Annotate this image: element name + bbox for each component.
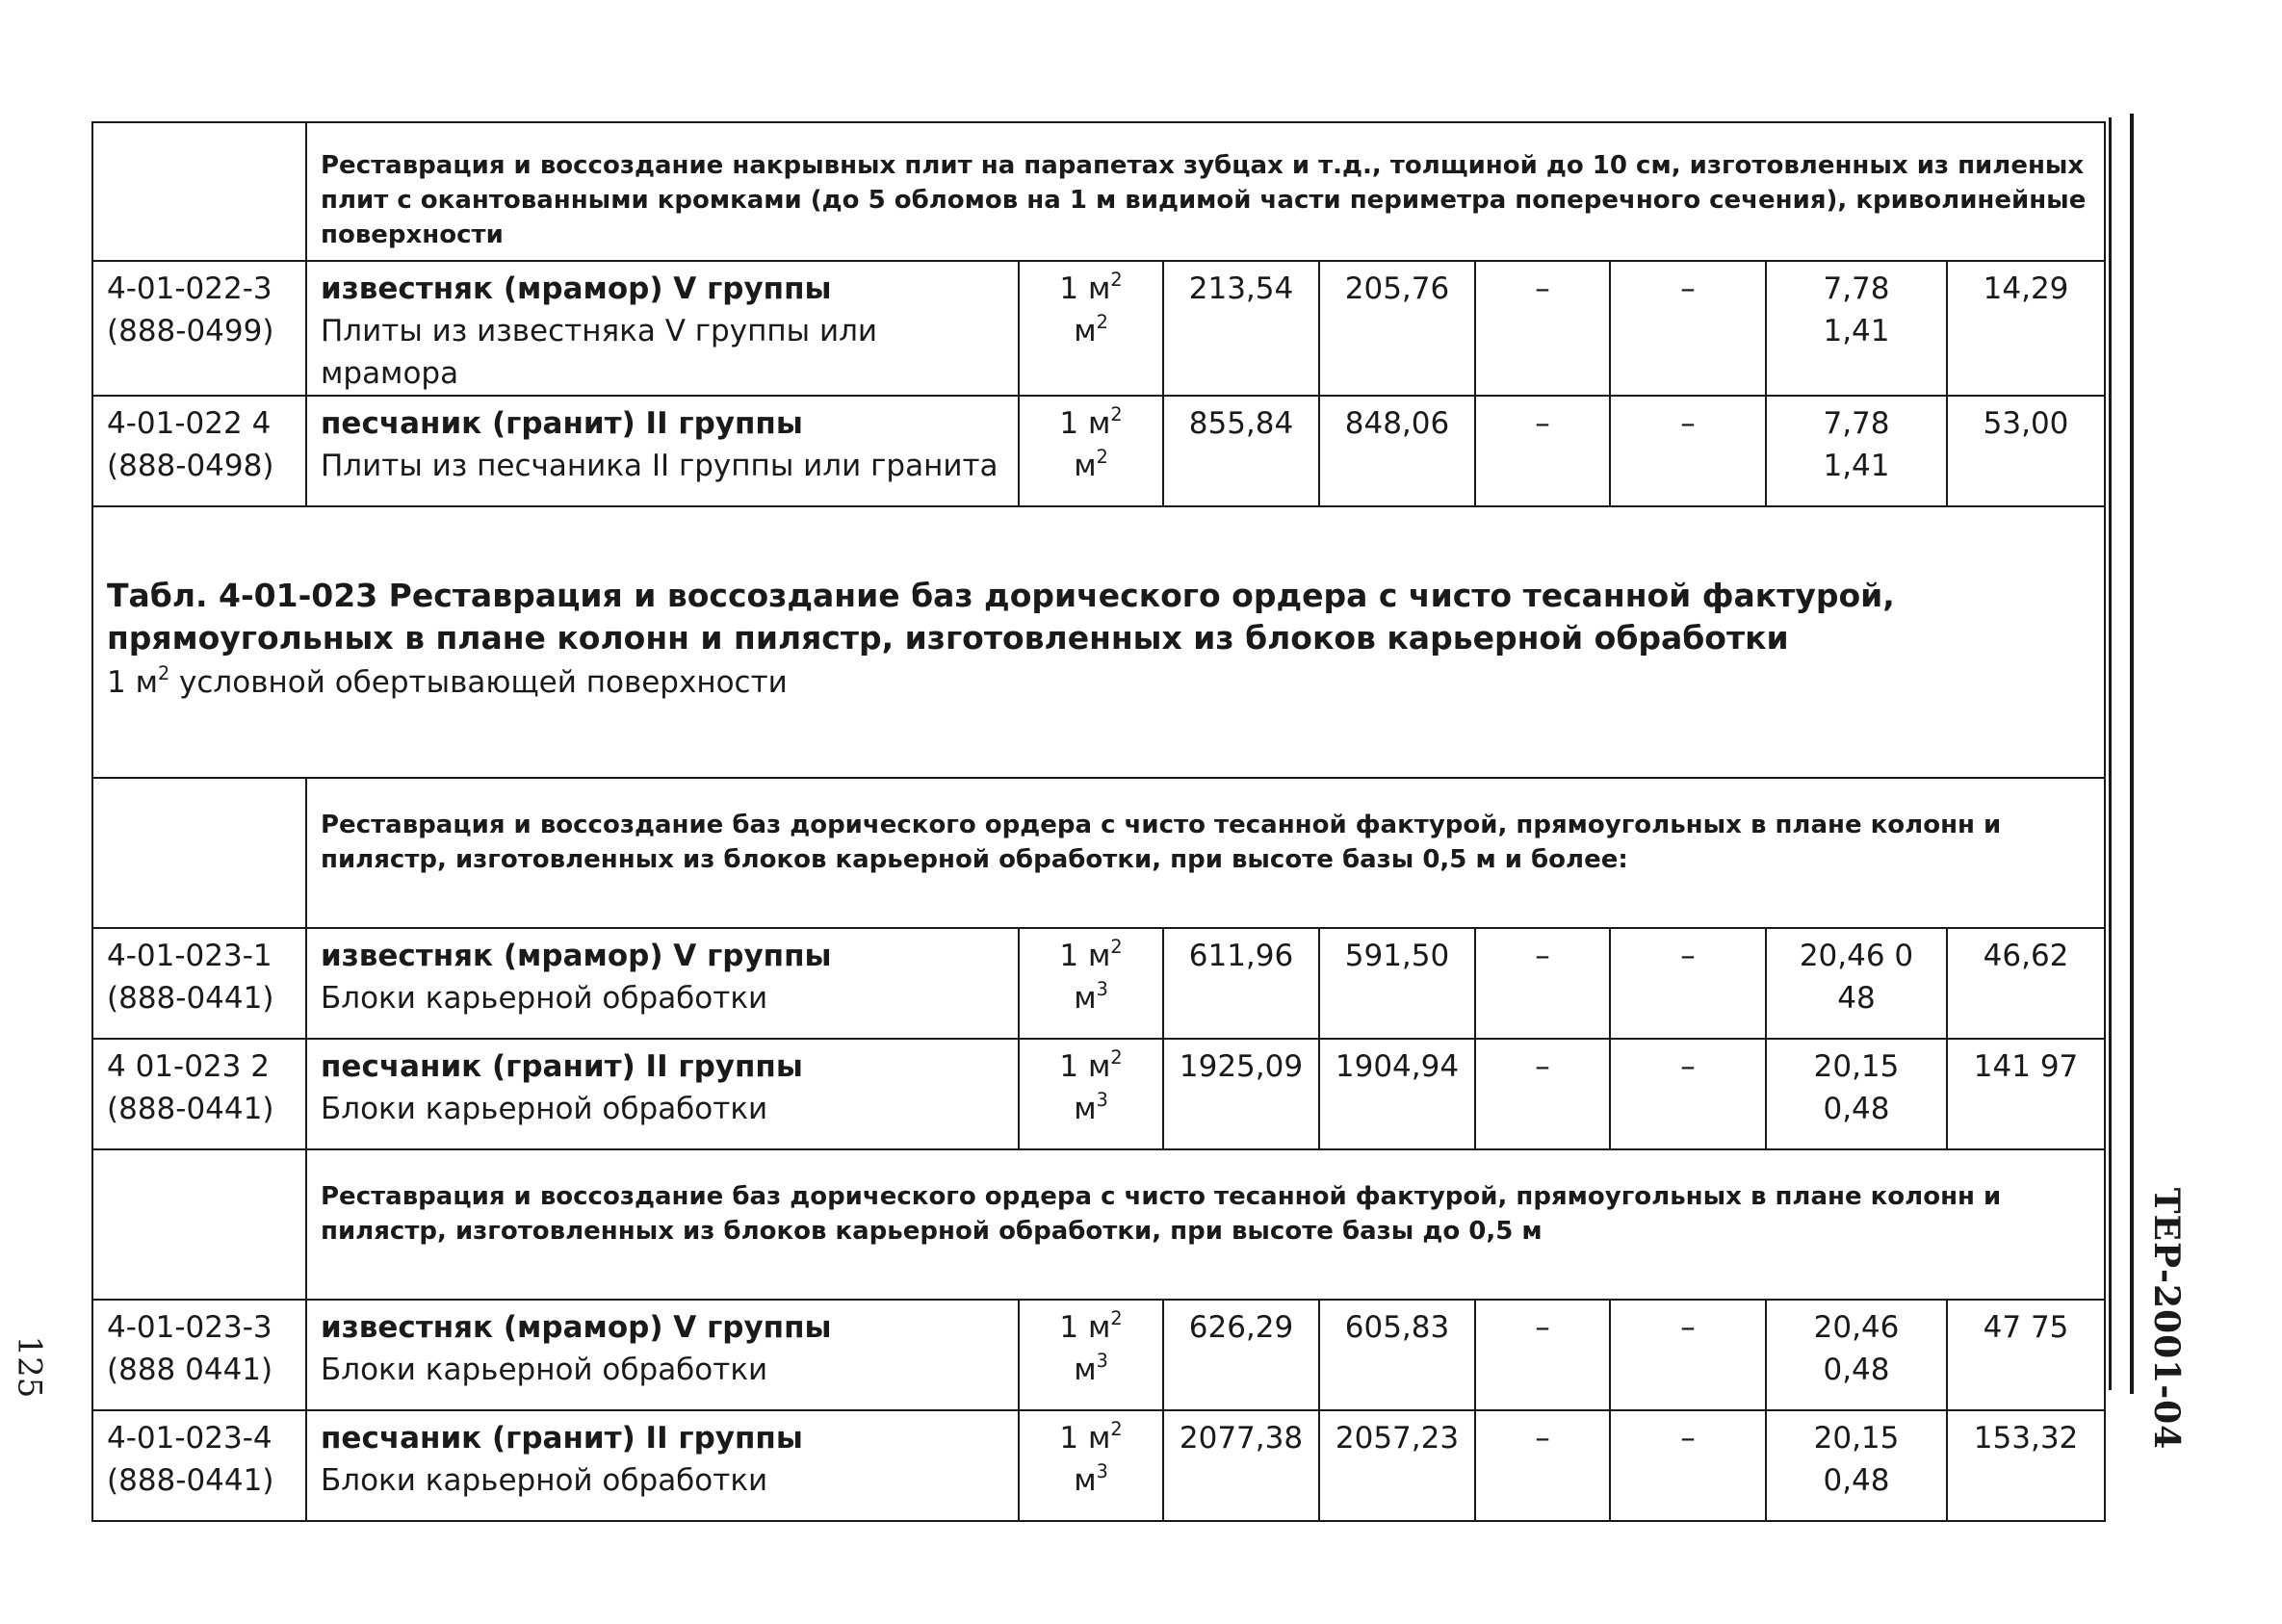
row-name-cell — [306, 396, 1019, 506]
empty-value: – — [1475, 1410, 1610, 1521]
empty-value: – — [1610, 1039, 1766, 1149]
table-title-row — [92, 506, 2105, 778]
total-cost: 611,96 — [1163, 928, 1319, 1039]
row-code-cell — [92, 261, 306, 396]
rate-code: 4-01-022-3 — [107, 271, 272, 306]
right-border-line — [2109, 117, 2112, 1390]
resource-code: (888 0441) — [107, 1353, 273, 1387]
table-title: Табл. 4-01-023 Реставрация и воссоздание баз дорического ордера с чисто тесанной фактурой, прямоугольных в плане колонн и пилястр, изготовленных из блоков карьерной обработки — [107, 577, 1895, 657]
resource-code: (888-0499) — [107, 314, 274, 348]
material-name: Блоки карьерной обработки — [321, 1092, 768, 1126]
total-cost: 855,84 — [1163, 396, 1319, 506]
table-row — [92, 261, 2105, 396]
table-row — [92, 1410, 2105, 1521]
row-name-cell — [306, 1410, 1019, 1521]
resource-code: (888-0441) — [107, 1092, 274, 1126]
labor-cell: 7,78 1,41 — [1766, 261, 1947, 396]
value-cell: 141 97 — [1947, 1039, 2105, 1149]
material-name: Плиты из известняка V группы или мрамора — [321, 314, 878, 391]
unit-cell: 1 $м^2$ $м^3$ — [1019, 1410, 1163, 1521]
document-mark: ТЕР-2001-04 — [2146, 1187, 2188, 1451]
empty-value: – — [1475, 396, 1610, 506]
empty-value: – — [1610, 396, 1766, 506]
group-heading-row — [92, 1149, 2105, 1300]
group-heading-row — [92, 778, 2105, 928]
empty-value: – — [1475, 928, 1610, 1039]
labor-cell: 20,15 0,48 — [1766, 1410, 1947, 1521]
unit-cell: 1 $м^2$ $м^3$ — [1019, 1300, 1163, 1410]
rate-code: 4 01-023 2 — [107, 1049, 270, 1084]
value-cell: 14,29 — [1947, 261, 2105, 396]
work-name: известняк (мрамор) V группы — [321, 271, 832, 306]
row-code-cell — [92, 1300, 306, 1410]
materials-cost: 2057,23 — [1319, 1410, 1475, 1521]
right-margin-rule — [2130, 114, 2134, 1394]
labor-cell: 20,46 0 48 — [1766, 928, 1947, 1039]
table-unit: 1 $м^2$ условной обертывающей поверхности — [107, 661, 788, 700]
work-name: песчаник (гранит) II группы — [321, 1049, 803, 1084]
unit-cell: 1 $м^2$ $м^3$ — [1019, 928, 1163, 1039]
unit-cell: 1 $м^2$ $м^2$ — [1019, 396, 1163, 506]
row-name-cell — [306, 1039, 1019, 1149]
empty-value: – — [1475, 1300, 1610, 1410]
labor-cell: 20,15 0,48 — [1766, 1039, 1947, 1149]
resource-code: (888-0498) — [107, 449, 274, 483]
material-name: Плиты из песчаника II группы или гранита — [321, 449, 998, 483]
resource-code: (888-0441) — [107, 1463, 274, 1498]
row-name-cell — [306, 1300, 1019, 1410]
group-code-cell — [92, 778, 306, 928]
materials-cost: 848,06 — [1319, 396, 1475, 506]
table-title-cell — [92, 506, 2105, 778]
materials-cost: 591,50 — [1319, 928, 1475, 1039]
rates-table — [91, 121, 2106, 1522]
resource-code: (888-0441) — [107, 981, 274, 1016]
work-name: известняк (мрамор) V группы — [321, 1310, 832, 1345]
table-row — [92, 1300, 2105, 1410]
rate-code: 4-01-023-3 — [107, 1310, 272, 1345]
total-cost: 626,29 — [1163, 1300, 1319, 1410]
materials-cost: 1904,94 — [1319, 1039, 1475, 1149]
rate-code: 4-01-023-1 — [107, 939, 272, 973]
table-row — [92, 1039, 2105, 1149]
material-name: Блоки карьерной обработки — [321, 1353, 768, 1387]
total-cost: 1925,09 — [1163, 1039, 1319, 1149]
group-heading-row — [92, 122, 2105, 261]
table-row — [92, 396, 2105, 506]
material-name: Блоки карьерной обработки — [321, 1463, 768, 1498]
value-cell: 153,32 — [1947, 1410, 2105, 1521]
total-cost: 213,54 — [1163, 261, 1319, 396]
empty-value: – — [1610, 928, 1766, 1039]
value-cell: 47 75 — [1947, 1300, 2105, 1410]
page-number: 125 — [10, 1335, 48, 1399]
labor-cell: 7,78 1,41 — [1766, 396, 1947, 506]
row-code-cell — [92, 928, 306, 1039]
row-name-cell — [306, 261, 1019, 396]
labor-cell: 20,46 0,48 — [1766, 1300, 1947, 1410]
row-code-cell — [92, 396, 306, 506]
row-code-cell — [92, 1039, 306, 1149]
rate-code: 4-01-022 4 — [107, 406, 272, 441]
group-code-cell — [92, 122, 306, 261]
group-code-cell — [92, 1149, 306, 1300]
empty-value: – — [1610, 1300, 1766, 1410]
total-cost: 2077,38 — [1163, 1410, 1319, 1521]
row-code-cell — [92, 1410, 306, 1521]
unit-cell: 1 $м^2$ $м^3$ — [1019, 1039, 1163, 1149]
empty-value: – — [1610, 1410, 1766, 1521]
material-name: Блоки карьерной обработки — [321, 981, 768, 1016]
work-name: песчаник (гранит) II группы — [321, 406, 803, 441]
table-row — [92, 928, 2105, 1039]
empty-value: – — [1475, 261, 1610, 396]
row-name-cell — [306, 928, 1019, 1039]
group-heading: Реставрация и воссоздание баз дорического ордера с чисто тесанной фактурой, прямоугольных в плане колонн и пилястр, изготовленных из блоков карьерной обработки, при высоте базы 0,5 м и более: — [306, 778, 2105, 928]
empty-value: – — [1610, 261, 1766, 396]
group-heading: Реставрация и воссоздание накрывных плит на парапетах зубцах и т.д., толщиной до 10 см, изготовленных из пиленых плит с окантованными кромками (до 5 обломов на 1 м видимой части периметра поперечного сечения), криволинейные поверхности — [306, 122, 2105, 261]
value-cell: 53,00 — [1947, 396, 2105, 506]
work-name: известняк (мрамор) V группы — [321, 939, 832, 973]
materials-cost: 605,83 — [1319, 1300, 1475, 1410]
group-heading: Реставрация и воссоздание баз дорического ордера с чисто тесанной фактурой, прямоугольных в плане колонн и пилястр, изготовленных из блоков карьерной обработки, при высоте базы до 0,5 м — [306, 1149, 2105, 1300]
work-name: песчаник (гранит) II группы — [321, 1421, 803, 1456]
value-cell: 46,62 — [1947, 928, 2105, 1039]
unit-cell: 1 $м^2$ $м^2$ — [1019, 261, 1163, 396]
rate-code: 4-01-023-4 — [107, 1421, 272, 1456]
materials-cost: 205,76 — [1319, 261, 1475, 396]
empty-value: – — [1475, 1039, 1610, 1149]
